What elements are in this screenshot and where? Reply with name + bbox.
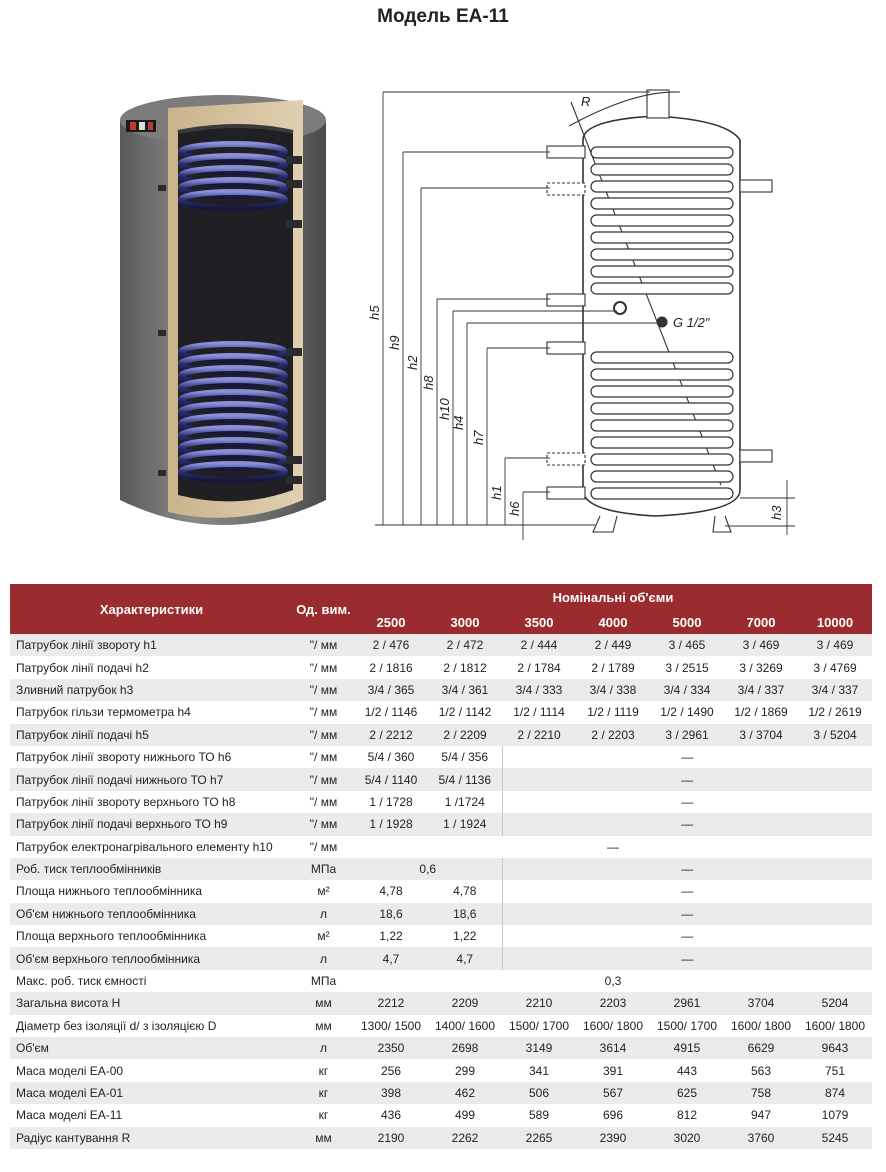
row-value: 1500/ 1700 bbox=[650, 1015, 724, 1037]
row-unit: "/ мм bbox=[293, 679, 354, 701]
row-value: 3614 bbox=[576, 1037, 650, 1059]
row-value: 567 bbox=[576, 1082, 650, 1104]
row-value-none: — bbox=[502, 813, 872, 835]
row-value: 3/4 / 337 bbox=[724, 679, 798, 701]
row-value-none: — bbox=[502, 791, 872, 813]
row-value: 3 / 2515 bbox=[650, 656, 724, 678]
row-value-none: — bbox=[502, 746, 872, 768]
row-value: 2 / 2209 bbox=[428, 724, 502, 746]
row-label: Площа нижнього теплообмінника bbox=[10, 880, 293, 902]
dimension-drawing bbox=[355, 80, 815, 550]
row-value: 2 / 1816 bbox=[354, 656, 428, 678]
row-value: 1300/ 1500 bbox=[354, 1015, 428, 1037]
table-row bbox=[10, 992, 872, 1014]
row-label: Патрубок лінії звороту верхнього ТО h8 bbox=[10, 791, 293, 813]
row-value: 2 / 1789 bbox=[576, 656, 650, 678]
row-value: 2 / 472 bbox=[428, 634, 502, 656]
row-value: 5204 bbox=[798, 992, 872, 1014]
row-value-merged: 0,3 bbox=[354, 970, 872, 992]
header-volume: 10000 bbox=[798, 610, 872, 634]
row-unit: мм bbox=[293, 1015, 354, 1037]
row-unit: кг bbox=[293, 1059, 354, 1081]
table-row bbox=[10, 791, 872, 813]
row-value: 256 bbox=[354, 1059, 428, 1081]
row-value: 1/2 / 1114 bbox=[502, 701, 576, 723]
row-label: Об'єм верхнього теплообмінника bbox=[10, 947, 293, 969]
row-unit: л bbox=[293, 1037, 354, 1059]
row-unit: м² bbox=[293, 925, 354, 947]
row-value: 18,6 bbox=[428, 903, 502, 925]
row-unit: л bbox=[293, 947, 354, 969]
row-value-none: — bbox=[502, 903, 872, 925]
row-value: 3/4 / 365 bbox=[354, 679, 428, 701]
row-value: 3/4 / 333 bbox=[502, 679, 576, 701]
row-value: 1/2 / 2619 bbox=[798, 701, 872, 723]
dim-h8: h8 bbox=[421, 375, 436, 390]
row-label: Патрубок лінії подачі верхнього ТО h9 bbox=[10, 813, 293, 835]
row-value: 1/2 / 1119 bbox=[576, 701, 650, 723]
row-value: 506 bbox=[502, 1082, 576, 1104]
row-unit: м² bbox=[293, 880, 354, 902]
table-row bbox=[10, 1127, 872, 1149]
row-unit: МПа bbox=[293, 970, 354, 992]
row-value: 2190 bbox=[354, 1127, 428, 1149]
dim-h1: h1 bbox=[489, 485, 504, 500]
row-value: 1600/ 1800 bbox=[798, 1015, 872, 1037]
table-row bbox=[10, 813, 872, 835]
dim-h3: h3 bbox=[769, 505, 784, 520]
dim-h6: h6 bbox=[507, 501, 522, 516]
row-value: 391 bbox=[576, 1059, 650, 1081]
row-value: 398 bbox=[354, 1082, 428, 1104]
row-label: Патрубок лінії подачі h2 bbox=[10, 656, 293, 678]
row-value: 4,7 bbox=[428, 947, 502, 969]
row-value: 2 / 2210 bbox=[502, 724, 576, 746]
row-value: 3 / 3269 bbox=[724, 656, 798, 678]
row-value: 1/2 / 1869 bbox=[724, 701, 798, 723]
row-value: 1,22 bbox=[428, 925, 502, 947]
row-unit: мм bbox=[293, 992, 354, 1014]
table-row bbox=[10, 724, 872, 746]
row-value: 2350 bbox=[354, 1037, 428, 1059]
row-unit: МПа bbox=[293, 858, 354, 880]
row-label: Радіус кантування R bbox=[10, 1127, 293, 1149]
row-unit: кг bbox=[293, 1104, 354, 1126]
tank-cutaway-image bbox=[108, 80, 338, 540]
table-row bbox=[10, 634, 872, 656]
header-volume: 5000 bbox=[650, 610, 724, 634]
table-row bbox=[10, 858, 872, 880]
spec-table bbox=[10, 584, 872, 1149]
table-row bbox=[10, 836, 872, 858]
table-row bbox=[10, 656, 872, 678]
row-label: Роб. тиск теплообмінників bbox=[10, 858, 293, 880]
row-value: 3 / 2961 bbox=[650, 724, 724, 746]
header-volume: 3000 bbox=[428, 610, 502, 634]
row-value: 2961 bbox=[650, 992, 724, 1014]
row-value: 1600/ 1800 bbox=[576, 1015, 650, 1037]
row-value: 3 / 5204 bbox=[798, 724, 872, 746]
row-label: Патрубок лінії подачі h5 bbox=[10, 724, 293, 746]
row-value: 443 bbox=[650, 1059, 724, 1081]
row-value: 874 bbox=[798, 1082, 872, 1104]
row-value: 3760 bbox=[724, 1127, 798, 1149]
row-value: 2203 bbox=[576, 992, 650, 1014]
row-value-merged: 0,6 bbox=[354, 858, 502, 880]
row-value: 947 bbox=[724, 1104, 798, 1126]
dim-h10: h10 bbox=[437, 398, 452, 420]
row-value: 3704 bbox=[724, 992, 798, 1014]
row-unit: "/ мм bbox=[293, 701, 354, 723]
row-value: 751 bbox=[798, 1059, 872, 1081]
row-label: Діаметр без ізоляції d/ з ізоляцією D bbox=[10, 1015, 293, 1037]
row-label: Патрубок лінії звороту нижнього ТО h6 bbox=[10, 746, 293, 768]
row-unit: л bbox=[293, 903, 354, 925]
row-value: 5/4 / 1140 bbox=[354, 768, 428, 790]
row-value: 299 bbox=[428, 1059, 502, 1081]
row-value: 1/2 / 1490 bbox=[650, 701, 724, 723]
table-row bbox=[10, 701, 872, 723]
row-value-none: — bbox=[502, 947, 872, 969]
row-label: Патрубок лінії звороту h1 bbox=[10, 634, 293, 656]
row-value: 6629 bbox=[724, 1037, 798, 1059]
row-value: 563 bbox=[724, 1059, 798, 1081]
row-value: 3 / 3704 bbox=[724, 724, 798, 746]
row-value: 2 / 449 bbox=[576, 634, 650, 656]
row-unit: "/ мм bbox=[293, 746, 354, 768]
row-label: Макс. роб. тиск ємності bbox=[10, 970, 293, 992]
page-title: Модель EA-11 bbox=[377, 6, 509, 27]
row-unit: "/ мм bbox=[293, 768, 354, 790]
row-label: Площа верхнього теплообмінника bbox=[10, 925, 293, 947]
radius-label: R bbox=[581, 94, 591, 109]
row-value: 3020 bbox=[650, 1127, 724, 1149]
row-unit: "/ мм bbox=[293, 634, 354, 656]
dim-h9: h9 bbox=[387, 335, 402, 350]
row-value: 462 bbox=[428, 1082, 502, 1104]
row-value: 436 bbox=[354, 1104, 428, 1126]
table-row bbox=[10, 970, 872, 992]
row-unit: "/ мм bbox=[293, 791, 354, 813]
row-value: 4,78 bbox=[354, 880, 428, 902]
table-row bbox=[10, 880, 872, 902]
row-label: Маса моделі EA-01 bbox=[10, 1082, 293, 1104]
row-value: 1,22 bbox=[354, 925, 428, 947]
row-value: 696 bbox=[576, 1104, 650, 1126]
row-value: 1/2 / 1142 bbox=[428, 701, 502, 723]
row-value: 2 / 1812 bbox=[428, 656, 502, 678]
row-value: 2262 bbox=[428, 1127, 502, 1149]
row-value: 5245 bbox=[798, 1127, 872, 1149]
row-value: 1500/ 1700 bbox=[502, 1015, 576, 1037]
row-value: 3 / 469 bbox=[798, 634, 872, 656]
dim-h7: h7 bbox=[471, 430, 486, 445]
row-value: 4,78 bbox=[428, 880, 502, 902]
header-volume: 3500 bbox=[502, 610, 576, 634]
row-value: 3 / 465 bbox=[650, 634, 724, 656]
row-value: 499 bbox=[428, 1104, 502, 1126]
row-value: 1/2 / 1146 bbox=[354, 701, 428, 723]
row-value: 2 / 476 bbox=[354, 634, 428, 656]
row-unit: "/ мм bbox=[293, 836, 354, 858]
row-value: 2210 bbox=[502, 992, 576, 1014]
table-row bbox=[10, 1104, 872, 1126]
header-volume: 7000 bbox=[724, 610, 798, 634]
table-row bbox=[10, 1082, 872, 1104]
row-label: Загальна висота H bbox=[10, 992, 293, 1014]
row-value: 5/4 / 1136 bbox=[428, 768, 502, 790]
row-value: 3 / 469 bbox=[724, 634, 798, 656]
row-unit: кг bbox=[293, 1082, 354, 1104]
table-row bbox=[10, 925, 872, 947]
table-row bbox=[10, 903, 872, 925]
row-value: 341 bbox=[502, 1059, 576, 1081]
row-value: 1 /1724 bbox=[428, 791, 502, 813]
dim-h2: h2 bbox=[405, 355, 420, 370]
row-value: 3/4 / 338 bbox=[576, 679, 650, 701]
row-value-merged: — bbox=[354, 836, 872, 858]
table-row bbox=[10, 1059, 872, 1081]
table-row bbox=[10, 768, 872, 790]
row-value: 5/4 / 360 bbox=[354, 746, 428, 768]
row-value: 5/4 / 356 bbox=[428, 746, 502, 768]
row-value: 1 / 1928 bbox=[354, 813, 428, 835]
row-value: 1600/ 1800 bbox=[724, 1015, 798, 1037]
table-row bbox=[10, 679, 872, 701]
row-value: 2390 bbox=[576, 1127, 650, 1149]
row-label: Зливний патрубок h3 bbox=[10, 679, 293, 701]
table-row bbox=[10, 947, 872, 969]
row-value: 1 / 1924 bbox=[428, 813, 502, 835]
row-value: 1079 bbox=[798, 1104, 872, 1126]
row-value: 2 / 2203 bbox=[576, 724, 650, 746]
row-label: Об'єм нижнього теплообмінника bbox=[10, 903, 293, 925]
row-value: 1400/ 1600 bbox=[428, 1015, 502, 1037]
row-value-none: — bbox=[502, 768, 872, 790]
row-value-none: — bbox=[502, 858, 872, 880]
row-value: 3149 bbox=[502, 1037, 576, 1059]
header-unit: Од. вим. bbox=[293, 584, 354, 634]
row-unit: "/ мм bbox=[293, 724, 354, 746]
row-value: 2209 bbox=[428, 992, 502, 1014]
row-value: 4915 bbox=[650, 1037, 724, 1059]
row-label: Патрубок електронагрівального елементу h10 bbox=[10, 836, 293, 858]
row-value: 3/4 / 334 bbox=[650, 679, 724, 701]
table-row bbox=[10, 746, 872, 768]
header-characteristics: Характеристики bbox=[10, 584, 293, 634]
row-value: 4,7 bbox=[354, 947, 428, 969]
row-value: 2 / 444 bbox=[502, 634, 576, 656]
row-value: 3/4 / 337 bbox=[798, 679, 872, 701]
row-value: 1 / 1728 bbox=[354, 791, 428, 813]
row-value: 9643 bbox=[798, 1037, 872, 1059]
row-label: Патрубок гільзи термометра h4 bbox=[10, 701, 293, 723]
row-value-none: — bbox=[502, 925, 872, 947]
row-label: Маса моделі EA-11 bbox=[10, 1104, 293, 1126]
row-value: 2 / 2212 bbox=[354, 724, 428, 746]
row-value: 758 bbox=[724, 1082, 798, 1104]
spec-table-body bbox=[10, 634, 872, 1149]
dim-h4: h4 bbox=[451, 415, 466, 430]
row-label: Об'єм bbox=[10, 1037, 293, 1059]
row-unit: "/ мм bbox=[293, 813, 354, 835]
row-label: Патрубок лінії подачі нижнього ТО h7 bbox=[10, 768, 293, 790]
row-value: 2698 bbox=[428, 1037, 502, 1059]
row-value-none: — bbox=[502, 880, 872, 902]
header-volume: 4000 bbox=[576, 610, 650, 634]
row-value: 625 bbox=[650, 1082, 724, 1104]
row-value: 589 bbox=[502, 1104, 576, 1126]
brand-logo bbox=[126, 120, 156, 132]
row-value: 3 / 4769 bbox=[798, 656, 872, 678]
row-value: 2212 bbox=[354, 992, 428, 1014]
row-value: 2 / 1784 bbox=[502, 656, 576, 678]
row-value: 812 bbox=[650, 1104, 724, 1126]
port-label: G 1/2" bbox=[673, 315, 710, 330]
row-value: 3/4 / 361 bbox=[428, 679, 502, 701]
table-row bbox=[10, 1015, 872, 1037]
row-unit: "/ мм bbox=[293, 656, 354, 678]
row-label: Маса моделі EA-00 bbox=[10, 1059, 293, 1081]
header-volume: 2500 bbox=[354, 610, 428, 634]
row-unit: мм bbox=[293, 1127, 354, 1149]
table-row bbox=[10, 1037, 872, 1059]
header-nominal: Номінальні об'єми bbox=[354, 584, 872, 610]
dim-h5: h5 bbox=[367, 305, 382, 320]
row-value: 2265 bbox=[502, 1127, 576, 1149]
row-value: 18,6 bbox=[354, 903, 428, 925]
